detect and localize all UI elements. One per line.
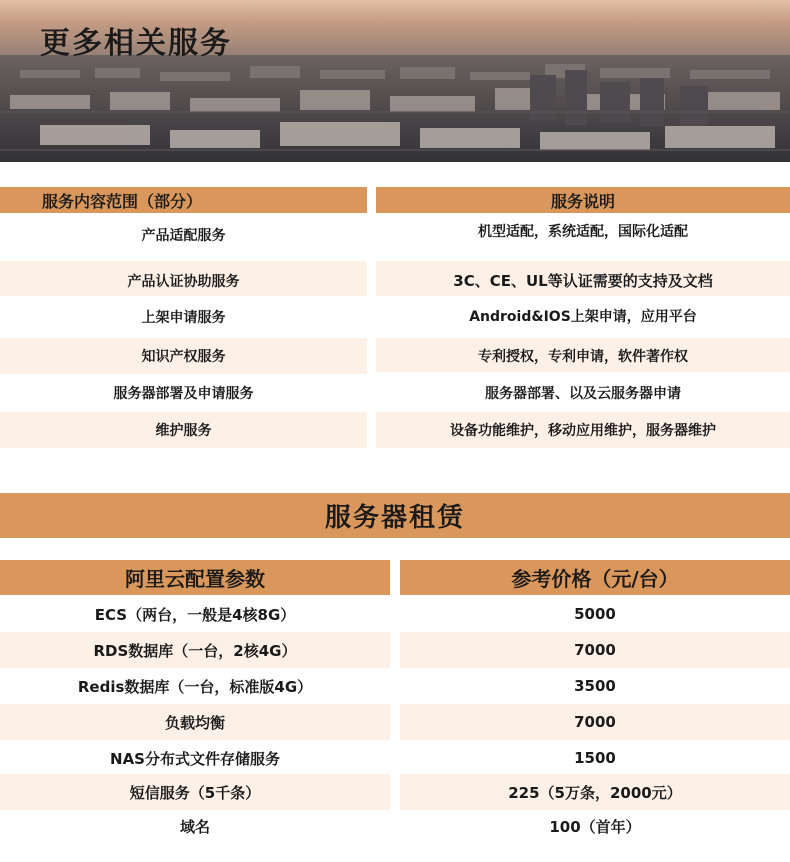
rental-price: 3500 (574, 677, 616, 695)
rental-header-config: 阿里云配置参数 (0, 560, 390, 595)
services-item: 产品适配服务 (141, 228, 226, 244)
rental-row (0, 596, 790, 632)
services-desc: 服务器部署、以及云服务器申请 (485, 386, 681, 402)
rental-row (0, 740, 790, 776)
banner-title: 更多相关服务 (40, 26, 232, 61)
city-banner (0, 0, 790, 162)
services-desc: Android&IOS上架申请，应用平台 (469, 309, 697, 325)
services-row (0, 374, 790, 412)
services-item: 知识产权服务 (0, 338, 367, 374)
services-desc: 专利授权，专利申请，软件著作权 (376, 338, 790, 372)
rental-config: NAS分布式文件存储服务 (110, 749, 280, 768)
rental-config: 域名 (179, 817, 210, 836)
rental-row (0, 632, 790, 668)
services-item: 服务器部署及申请服务 (113, 386, 254, 402)
services-item: 维护服务 (0, 412, 367, 448)
services-row (0, 412, 790, 448)
rental-config: ECS（两台，一般是4核8G） (94, 605, 296, 624)
services-desc: 设备功能维护，移动应用维护，服务器维护 (376, 412, 790, 448)
rental-header-price: 参考价格（元/台） (400, 560, 790, 595)
rental-config: Redis数据库（一台，标准版4G） (77, 677, 313, 696)
rental-price: 7000 (400, 704, 790, 740)
services-item: 上架申请服务 (141, 310, 226, 326)
services-row (0, 296, 790, 338)
rental-section-title: 服务器租赁 (0, 493, 790, 538)
rental-row (0, 774, 790, 810)
services-header-description: 服务说明 (376, 187, 790, 213)
rental-price: 7000 (400, 632, 790, 668)
services-desc: 3C、CE、UL等认证需要的支持及文档 (376, 261, 790, 296)
rental-price: 1500 (574, 749, 616, 767)
services-row (0, 261, 790, 296)
services-row (0, 213, 790, 261)
rental-config: 短信服务（5千条） (0, 774, 390, 810)
rental-config: 负载均衡 (0, 704, 390, 740)
rental-price: 100（首年） (549, 817, 641, 836)
services-header-scope: 服务内容范围（部分） (0, 187, 367, 213)
rental-price: 5000 (574, 605, 616, 623)
rental-price: 225（5万条，2000元） (400, 774, 790, 810)
services-desc: 机型适配，系统适配，国际化适配 (478, 224, 688, 240)
services-item: 产品认证协助服务 (0, 261, 367, 296)
rental-row (0, 704, 790, 740)
rental-row (0, 668, 790, 704)
services-row (0, 338, 790, 374)
rental-config: RDS数据库（一台，2核4G） (0, 632, 390, 668)
rental-row (0, 808, 790, 844)
